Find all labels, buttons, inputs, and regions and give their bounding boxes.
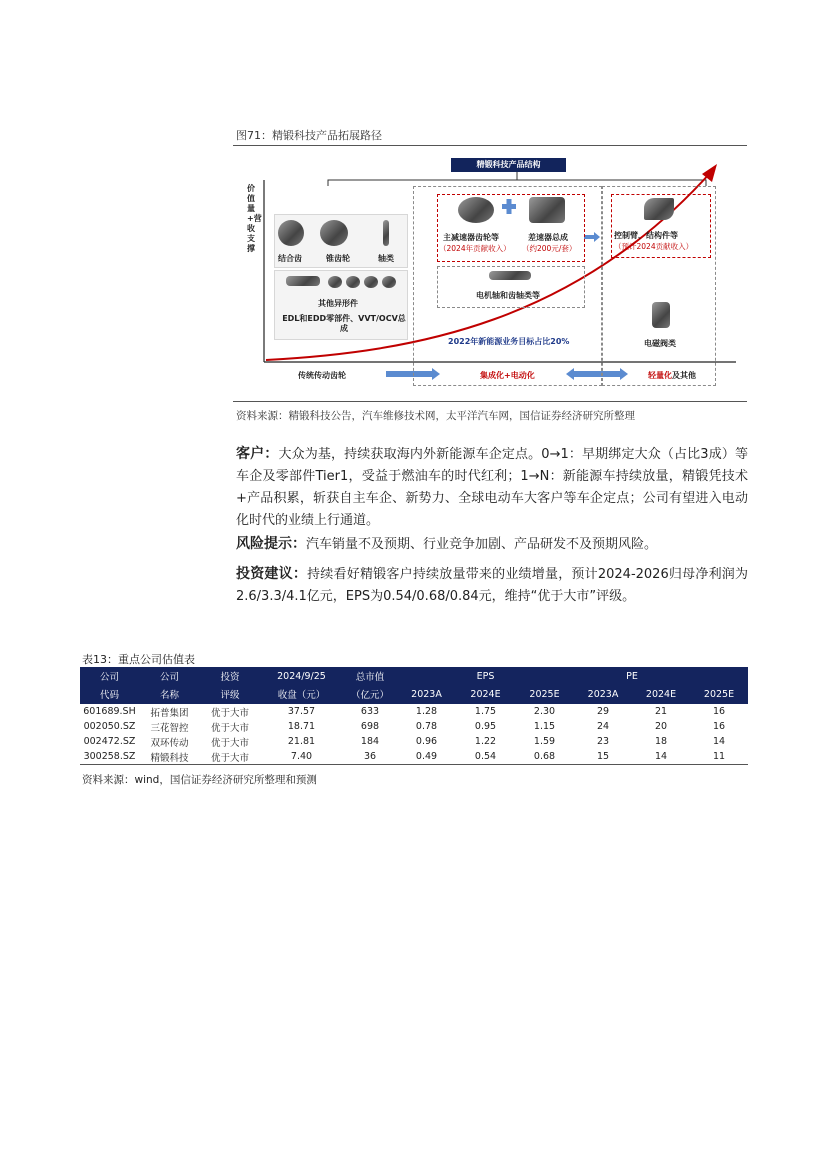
- paragraph-text: 汽车销量不及预期、行业竞争加剧、产品研发不及预期风险。: [306, 537, 658, 552]
- table-cell: 15: [574, 749, 632, 765]
- table-cell: 11: [690, 749, 748, 765]
- gear-icon: [278, 220, 304, 246]
- paragraph-heading: 客户：: [236, 446, 279, 462]
- figure-title: 图71：精锻科技产品拓展路径: [236, 129, 382, 142]
- table-cell: 优于大市: [200, 704, 260, 720]
- table-cell: 36: [343, 749, 397, 765]
- table-cell: 18: [654, 736, 668, 747]
- table-cell: 16: [712, 721, 726, 732]
- motor-shaft-icon: [489, 271, 531, 280]
- product-label: 电磁阀类: [644, 339, 676, 348]
- table-cell: 拓普集团: [139, 704, 200, 720]
- paragraph-heading: 投资建议：: [236, 566, 308, 582]
- ev-target-label: 2022年新能源业务目标占比20%: [448, 337, 570, 346]
- paragraph-heading: 风险提示：: [236, 536, 306, 552]
- table-header-cell: 代码: [80, 685, 139, 704]
- table-cell: 1.22: [474, 736, 497, 747]
- table-cell: 双环传动: [150, 737, 189, 749]
- paragraph-customers: [236, 443, 748, 532]
- table-cell: 1.28: [397, 704, 456, 720]
- table-header-cell: 2024E: [456, 685, 515, 704]
- stage-lightweight: [648, 370, 696, 381]
- product-label: 其他异形件: [318, 299, 358, 308]
- table-header-cell: 公司: [80, 667, 139, 685]
- table-header-cell: EPS: [397, 667, 574, 685]
- paragraph-text: 大众为基，持续获取海内外新能源车企定点。0→1：早期绑定大众（占比3成）等车企及零部件Tier1，受益于燃油车的时代红利；1→N：新能源车持续放量，精锻凭技术+产品积累，斩获自主车企、新势力、全球电动车大客户等车企定点；公司有望进入电动化时代的业绩上行通道。: [236, 447, 748, 528]
- table-header-row: [80, 667, 748, 685]
- table-header-cell: 2025E: [690, 685, 748, 704]
- valuation-table: [80, 667, 748, 765]
- product-label: 结合齿: [278, 254, 302, 263]
- table-cell: 002472.SZ: [83, 736, 136, 747]
- table-cell: 300258.SZ: [80, 749, 139, 765]
- product-label: 控制臂、结构件等: [614, 231, 678, 240]
- table-header-cell: 名称: [139, 685, 200, 704]
- table-cell: 002050.SZ: [83, 721, 136, 732]
- differential-icon: [529, 197, 565, 223]
- table-cell: 1.15: [533, 721, 556, 732]
- table-cell: 0.68: [515, 749, 574, 765]
- table-header-cell: 收盘（元）: [260, 685, 343, 704]
- part-icon: [346, 276, 360, 288]
- table-header-cell: 投资: [200, 667, 260, 685]
- product-label: 锥齿轮: [326, 254, 350, 263]
- table-cell: 0.78: [415, 721, 438, 732]
- y-axis-label: 价值量+营收支撑: [247, 184, 262, 253]
- table-title: 表13：重点公司估值表: [82, 653, 195, 666]
- table-cell: 14: [632, 749, 690, 765]
- table-cell: 0.95: [474, 721, 497, 732]
- reducer-gear-icon: [458, 197, 494, 223]
- shaft-icon: [383, 220, 389, 246]
- table-cell: 2.30: [515, 704, 574, 720]
- table-header-cell: 评级: [200, 685, 260, 704]
- table-cell: 优于大市: [210, 737, 249, 749]
- product-expansion-diagram: [236, 152, 747, 396]
- table-header-cell: PE: [574, 667, 690, 685]
- product-note: （约200元/套）: [522, 244, 577, 253]
- product-label: 主减速器齿轮等: [443, 233, 499, 242]
- table-cell: 三花智控: [150, 722, 189, 734]
- table-header-row: [80, 685, 748, 704]
- table-cell: 24: [596, 721, 610, 732]
- stage-lightweight-red: 轻量化: [648, 371, 672, 380]
- table-cell: 优于大市: [200, 749, 260, 765]
- product-label: EDL和EDD零部件、VVT/OCV总成: [282, 314, 406, 333]
- irregular-part-icon: [286, 276, 320, 286]
- table-row: [80, 734, 748, 749]
- figure-source: 资料来源：精锻科技公告，汽车维修技术网，太平洋汽车网，国信证券经济研究所整理: [236, 410, 635, 422]
- table-header-cell: 2024/9/25: [260, 667, 343, 685]
- product-label: 轴类: [378, 254, 394, 263]
- table-cell: 0.54: [456, 749, 515, 765]
- table-cell: 37.57: [260, 704, 343, 720]
- product-label: 电机轴和齿轴类等: [476, 291, 540, 300]
- table-cell: 14: [712, 736, 726, 747]
- product-note: （2024年贡献收入）: [439, 244, 511, 253]
- control-arm-icon: [644, 198, 674, 220]
- table-header-cell: 2023A: [574, 685, 632, 704]
- table-source: 资料来源：wind，国信证券经济研究所整理和预测: [82, 774, 317, 786]
- bevel-gear-icon: [320, 220, 348, 246]
- table-cell: 23: [596, 736, 610, 747]
- table-cell: 精锻科技: [139, 749, 200, 765]
- part-icon: [328, 276, 342, 288]
- table-cell: 698: [360, 721, 380, 732]
- table-row: [80, 704, 748, 720]
- table-cell: 7.40: [260, 749, 343, 765]
- product-label: 差速器总成: [528, 233, 568, 242]
- table-header-cell: 2023A: [397, 685, 456, 704]
- table-header-cell: （亿元）: [343, 685, 397, 704]
- paragraph-investment: [236, 563, 748, 608]
- table-cell: 633: [343, 704, 397, 720]
- paragraph-risk: [236, 533, 748, 556]
- part-icon: [364, 276, 378, 288]
- part-icon: [382, 276, 396, 288]
- table-cell: 0.49: [397, 749, 456, 765]
- table-cell: 优于大市: [210, 722, 249, 734]
- table-header-cell: 公司: [139, 667, 200, 685]
- figure-top-rule: [233, 145, 747, 146]
- table-cell: 29: [574, 704, 632, 720]
- stage-traditional: 传统传动齿轮: [298, 371, 346, 380]
- table-cell: 21.81: [287, 736, 316, 747]
- table-cell: 16: [690, 704, 748, 720]
- product-note: （预计2024贡献收入）: [614, 242, 694, 251]
- table-cell: 1.75: [456, 704, 515, 720]
- paragraph-text: 持续看好精锻客户持续放量带来的业绩增量，预计2024-2026归母净利润为2.6/3.3/4.1亿元，EPS为0.54/0.68/0.84元，维持“优于大市”评级。: [236, 567, 749, 604]
- table-cell: 1.59: [533, 736, 556, 747]
- table-row: [80, 719, 748, 734]
- stage-electric: 集成化+电动化: [480, 371, 535, 380]
- table-header-cell: 2025E: [515, 685, 574, 704]
- table-cell: 601689.SH: [80, 704, 139, 720]
- table-cell: 18.71: [287, 721, 316, 732]
- table-header-cell: 总市值: [343, 667, 397, 685]
- table-header-cell: [690, 667, 748, 685]
- table-cell: 0.96: [415, 736, 438, 747]
- table-cell: 21: [632, 704, 690, 720]
- solenoid-valve-icon: [652, 302, 670, 328]
- structure-title-tag: 精锻科技产品结构: [451, 158, 566, 172]
- table-cell: 184: [360, 736, 380, 747]
- table-row: [80, 749, 748, 765]
- figure-bottom-rule: [233, 401, 747, 402]
- stage-lightweight-rest: 及其他: [672, 371, 696, 380]
- table-cell: 20: [654, 721, 668, 732]
- table-header-cell: 2024E: [632, 685, 690, 704]
